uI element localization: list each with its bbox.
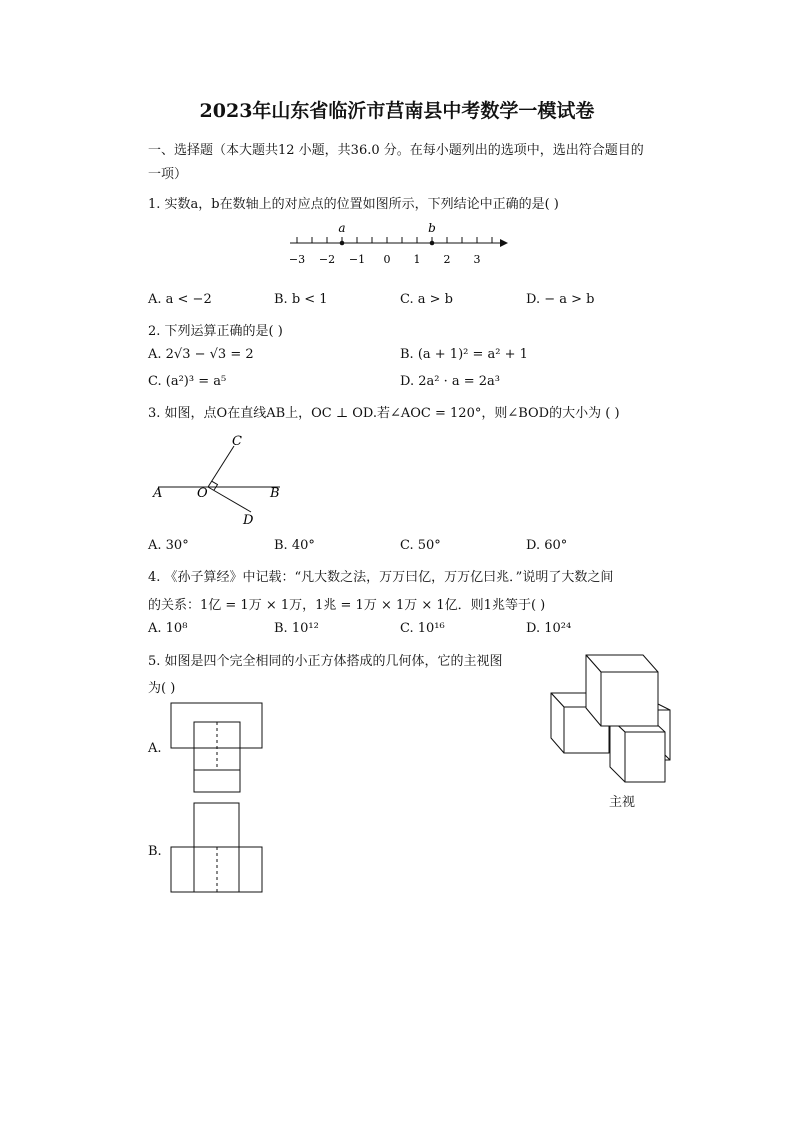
angle-figure [148, 430, 288, 530]
q5-option-a-view [170, 702, 265, 794]
q3-option-d: D. 60° [526, 538, 568, 553]
q5-option-b: B. [148, 844, 162, 859]
question-5-stem-2: 为( ) [148, 681, 176, 696]
q1-option-a: A. a < −2 [148, 292, 212, 307]
tick-label: −1 [348, 253, 366, 266]
tick-label: −2 [318, 253, 336, 266]
q2-option-c: C. (a²)³ = a⁵ [148, 374, 227, 389]
q1-option-c: C. a > b [400, 292, 453, 307]
label-a: A [153, 486, 163, 501]
number-line-arrow [500, 239, 508, 247]
tick-label: 0 [383, 253, 391, 266]
tick-label: 1 [413, 253, 421, 266]
point-a [340, 241, 345, 246]
cubes-3d-figure [548, 652, 678, 787]
q4-option-a: A. 10⁸ [148, 621, 188, 636]
question-5-stem: 5. 如图是四个完全相同的小正方体搭成的几何体，它的主视图 [148, 654, 503, 669]
ray-oc [208, 446, 234, 487]
tick-label: −3 [288, 253, 306, 266]
number-line-figure [285, 218, 515, 270]
figure-caption-front-view: 主视 [609, 795, 636, 810]
label-b: B [270, 486, 280, 501]
label-d: D [243, 513, 254, 528]
question-4-stem-2: 的关系：1亿 = 1万 × 1万，1兆 = 1万 × 1万 × 1亿．则1兆等于( ) [148, 598, 546, 613]
q5-option-b-view [170, 802, 265, 894]
tick-label: 2 [443, 253, 451, 266]
q1-option-d: D. − a > b [526, 292, 595, 307]
q1-option-b: B. b < 1 [274, 292, 328, 307]
q4-option-c: C. 10¹⁶ [400, 621, 445, 636]
section-heading-line2: 一项） [148, 167, 188, 182]
q4-option-b: B. 10¹² [274, 621, 319, 636]
q3-option-b: B. 40° [274, 538, 315, 553]
question-3-stem: 3. 如图，点O在直线AB上，OC ⊥ OD.若∠AOC = 120°，则∠BOD的大小为 ( ) [148, 406, 620, 421]
q4-option-d: D. 10²⁴ [526, 621, 572, 636]
q3-option-a: A. 30° [148, 538, 189, 553]
question-2-stem: 2. 下列运算正确的是( ) [148, 324, 283, 339]
question-1-stem: 1. 实数a，b在数轴上的对应点的位置如图所示，下列结论中正确的是( ) [148, 197, 559, 212]
q3-option-c: C. 50° [400, 538, 441, 553]
question-4-stem: 4. 《孙子算经》中记载：“凡大数之法，万万曰亿，万万亿曰兆．”说明了大数之间 [148, 570, 614, 585]
section-heading-line1: 一、选择题（本大题共12 小题，共36.0 分。在每小题列出的选项中，选出符合题目的 [148, 143, 644, 158]
tick-label: 3 [473, 253, 481, 266]
label-c: C [232, 434, 242, 449]
page-title: 2023年山东省临沂市莒南县中考数学一模试卷 [199, 100, 595, 122]
q2-option-a: A. 2√3 − √3 = 2 [148, 347, 254, 362]
q2-option-d: D. 2a² · a = 2a³ [400, 374, 500, 389]
label-o: O [197, 486, 208, 501]
point-b-label: b [428, 221, 436, 235]
q2-option-b: B. (a + 1)² = a² + 1 [400, 347, 528, 362]
q5-option-a: A. [148, 741, 162, 756]
right-angle-mark [212, 481, 218, 490]
point-b [430, 241, 435, 246]
point-a-label: a [338, 221, 346, 235]
ray-od [208, 487, 251, 512]
